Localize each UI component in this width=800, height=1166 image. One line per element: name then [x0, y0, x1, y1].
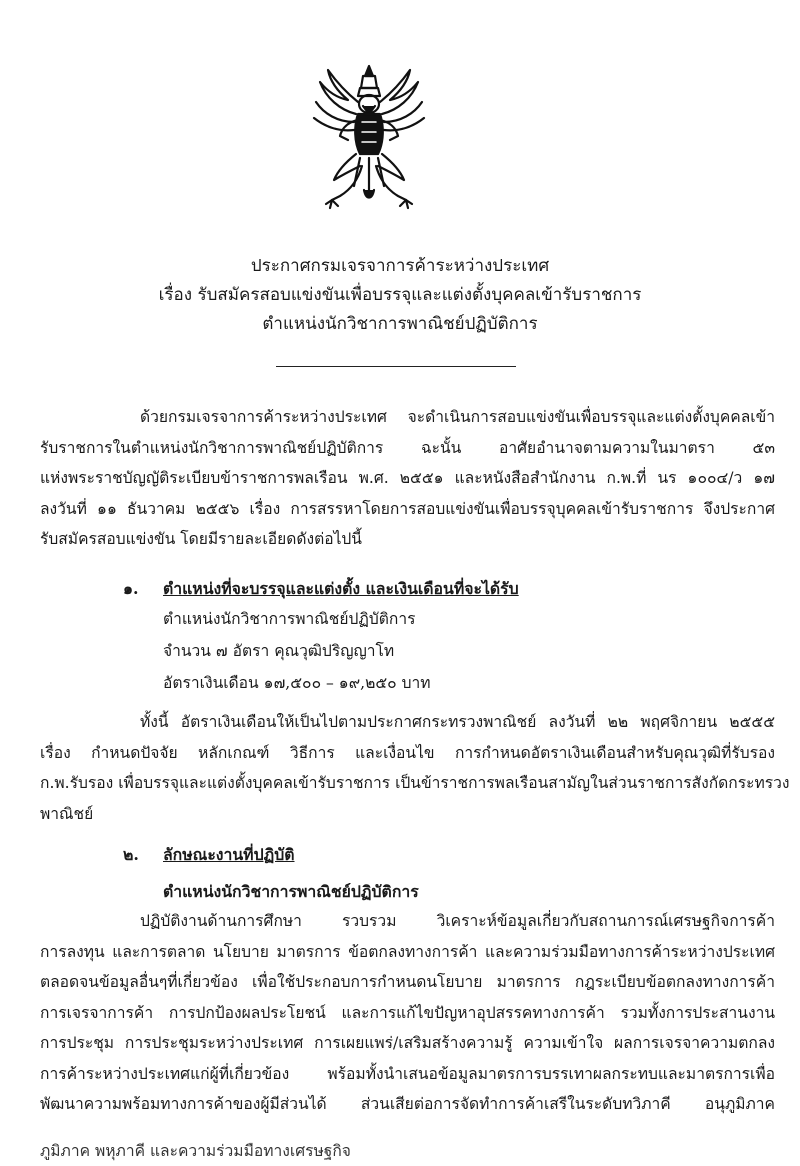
- section-1-number: ๑.: [123, 579, 139, 598]
- intro-line: รับราชการในตำแหน่งนักวิชาการพาณิชย์ปฏิบัติการ ฉะนั้น อาศัยอำนาจตามความในมาตรา ๕๓: [40, 438, 775, 457]
- intro-paragraph: [40, 402, 775, 555]
- announcement-header: [0, 252, 800, 339]
- section-1-position: ตำแหน่งนักวิชาการพาณิชย์ปฏิบัติการ: [163, 610, 416, 628]
- note-line: เรื่อง กำหนดปัจจัย หลักเกณฑ์ วิธีการ และเงื่อนไข การกำหนดอัตราเงินเดือนสำหรับคุณวุฒิที่รับรอง: [40, 743, 775, 762]
- body-line: พัฒนาความพร้อมทางการค้าของผู้มีส่วนได้ ส่วนเสียต่อการจัดทำการค้าเสรีในระดับทวิภาคี อนุภูมิภาค: [40, 1095, 775, 1113]
- body-line: ตลอดจนข้อมูลอื่นๆที่เกี่ยวข้อง เพื่อใช้ประกอบการกำหนดนโยบาย มาตรการ กฎระเบียบข้อตกลงทางการค้า: [40, 973, 775, 991]
- section-1-quota: จำนวน ๗ อัตรา คุณวุฒิปริญญาโท: [163, 642, 395, 660]
- section-2-position: ตำแหน่งนักวิชาการพาณิชย์ปฏิบัติการ: [163, 882, 419, 901]
- section-1-title: ตำแหน่งที่จะบรรจุและแต่งตั้ง และเงินเดือนที่จะได้รับ: [163, 579, 519, 598]
- body-line: ปฏิบัติงานด้านการศึกษา รวบรวม วิเคราะห์ข้อมูลเกี่ยวกับสถานการณ์เศรษฐกิจการค้า: [140, 912, 775, 930]
- note-line: พาณิชย์: [40, 804, 94, 823]
- garuda-emblem-icon: [310, 62, 428, 212]
- header-divider: [276, 366, 516, 367]
- intro-line: ด้วยกรมเจรจาการค้าระหว่างประเทศ จะดำเนินการสอบแข่งขันเพื่อบรรจุและแต่งตั้งบุคคลเข้า: [140, 408, 775, 426]
- section-2-title: ลักษณะงานที่ปฏิบัติ: [163, 845, 295, 864]
- header-issuer: ประกาศกรมเจรจาการค้าระหว่างประเทศ: [250, 256, 550, 276]
- intro-line: แห่งพระราชบัญญัติระเบียบข้าราชการพลเรือน พ.ศ. ๒๕๕๑ และหนังสือสำนักงาน ก.พ.ที่ นร ๑๐๐๔/ว ๑๗: [40, 469, 775, 487]
- body-line: การประชุม การประชุมระหว่างประเทศ การเผยแพร่/เสริมสร้างความรู้ ความเข้าใจ ผลการเจรจาความตกลง: [40, 1034, 775, 1052]
- header-subject: เรื่อง รับสมัครสอบแข่งขันเพื่อบรรจุและแต่งตั้งบุคคลเข้ารับราชการ: [158, 285, 642, 305]
- header-position: ตำแหน่งนักวิชาการพาณิชย์ปฏิบัติการ: [262, 314, 538, 334]
- section-1-note: [40, 707, 790, 829]
- section-2-number: ๒.: [123, 845, 139, 864]
- intro-line: ลงวันที่ ๑๑ ธันวาคม ๒๕๕๖ เรื่อง การสรรหาโดยการสอบแข่งขันเพื่อบรรจุบุคคลเข้ารับราชการ จึงประกาศ: [40, 499, 775, 518]
- body-line: การค้าระหว่างประเทศแก่ผู้ที่เกี่ยวข้อง พร้อมทั้งนำเสนอข้อมูลมาตรการบรรเทาผลกระทบและมาตรการเพื่อ: [40, 1064, 775, 1083]
- section-1-salary: อัตราเงินเดือน ๑๗,๕๐๐ – ๑๙,๒๕๐ บาท: [163, 674, 431, 692]
- section-2-body: [40, 906, 775, 1120]
- body-line: การเจรจาการค้า การปกป้องผลประโยชน์ และการแก้ไขปัญหาอุปสรรคทางการค้า รวมทั้งการประสานงาน: [40, 1003, 775, 1022]
- intro-line: รับสมัครสอบแข่งขัน โดยมีรายละเอียดดังต่อไปนี้: [40, 530, 362, 548]
- body-line-cut-off: ภูมิภาค พหุภาคี และความร่วมมือทางเศรษฐกิจ: [40, 1142, 351, 1160]
- note-line: ก.พ.รับรอง เพื่อบรรจุและแต่งตั้งบุคคลเข้ารับราชการ เป็นข้าราชการพลเรือนสามัญในส่วนราชการสังกัดกระทรวง: [40, 774, 790, 792]
- body-line: การลงทุน และการตลาด นโยบาย มาตรการ ข้อตกลงทางการค้า และความร่วมมือทางการค้าระหว่างประเทศ: [40, 942, 775, 961]
- note-line: ทั้งนี้ อัตราเงินเดือนให้เป็นไปตามประกาศกระทรวงพาณิชย์ ลงวันที่ ๒๒ พฤศจิกายน ๒๕๕๕: [140, 713, 775, 731]
